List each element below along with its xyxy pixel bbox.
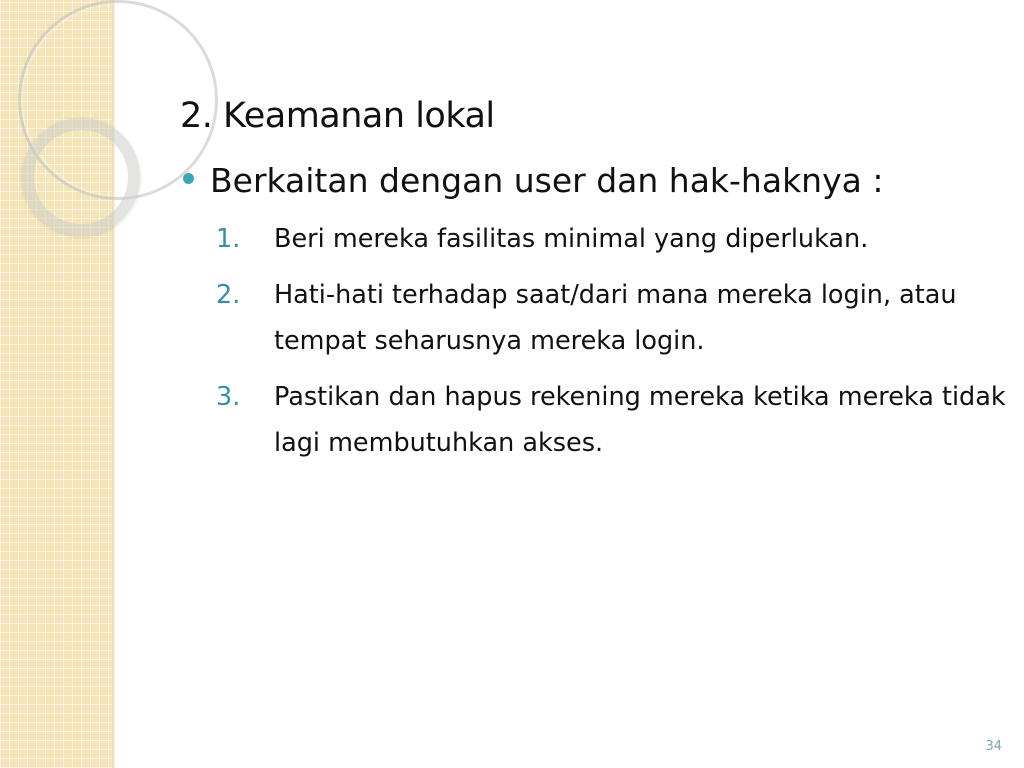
bullet-dot-icon — [183, 173, 194, 184]
decorative-ring-small — [22, 118, 140, 236]
numbered-list — [216, 216, 1006, 476]
list-item-number: 1. — [216, 224, 241, 254]
list-item-number: 2. — [216, 280, 241, 310]
list-item — [216, 272, 1006, 364]
list-item — [216, 216, 1006, 262]
list-item-text: Pastikan dan hapus rekening mereka ketika mereka tidak lagi membutuhkan akses. — [274, 382, 1006, 458]
list-item-text: Beri mereka fasilitas minimal yang diperlukan. — [274, 224, 869, 254]
list-item — [216, 374, 1006, 466]
slide-heading: 2. Keamanan lokal — [180, 96, 495, 136]
bullet-text: Berkaitan dengan user dan hak-haknya : — [210, 161, 884, 200]
bullet-point — [183, 157, 883, 205]
list-item-number: 3. — [216, 382, 241, 412]
page-number: 34 — [985, 739, 1002, 754]
list-item-text: Hati-hati terhadap saat/dari mana mereka login, atau tempat seharusnya mereka login. — [274, 280, 957, 356]
